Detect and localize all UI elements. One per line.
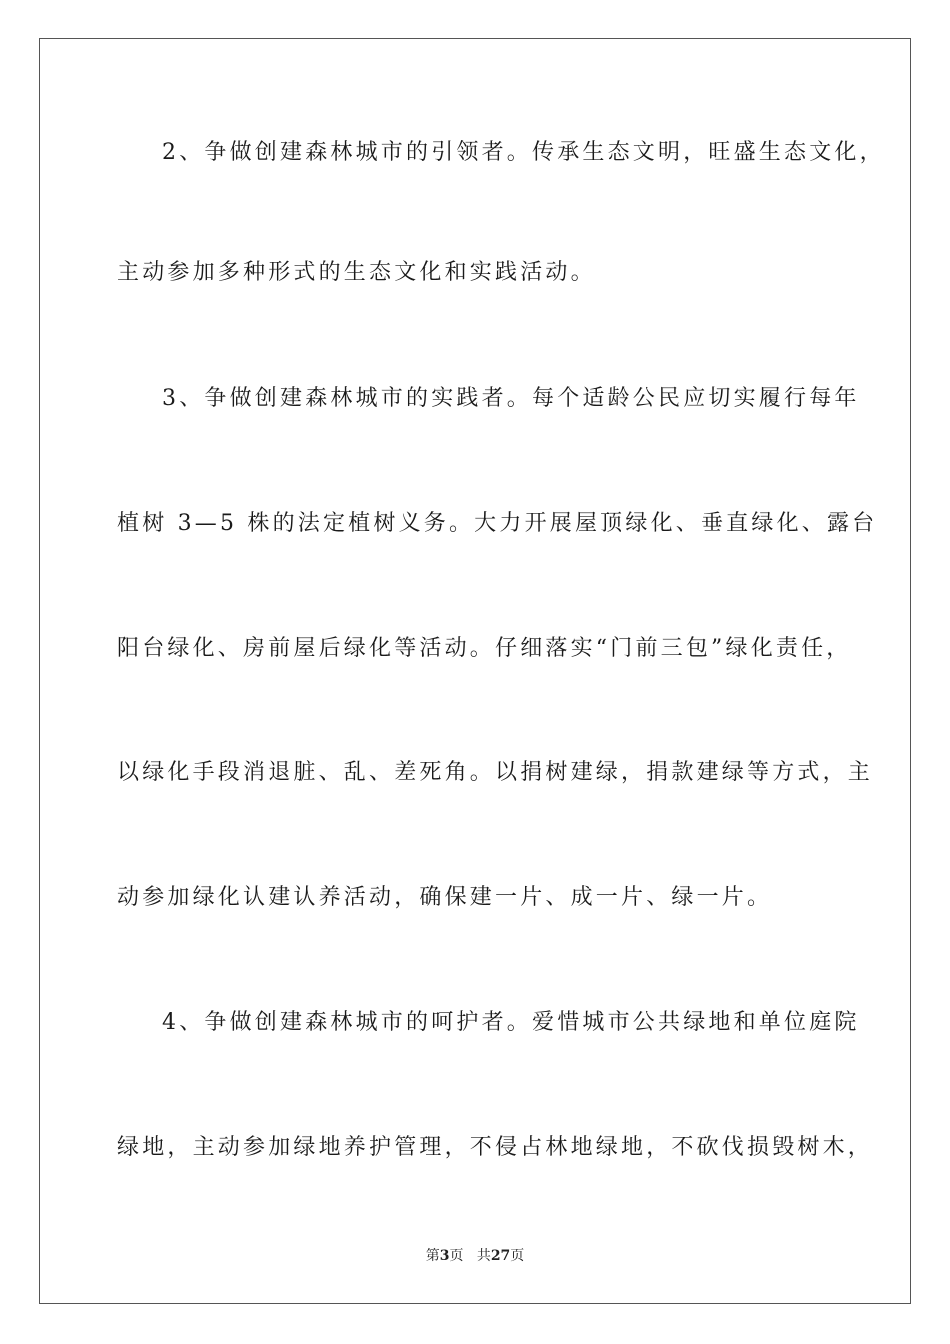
paragraph-3-line-3: 阳台绿化、房前屋后绿化等活动。仔细落实“门前三包”绿化责任， [117, 636, 852, 661]
page-border [39, 38, 911, 1304]
footer-page-prefix: 第 [425, 1248, 440, 1264]
paragraph-3-line-5: 动参加绿化认建认养活动，确保建一片、成一片、绿一片。 [117, 885, 773, 910]
footer-total-pages: 27 [490, 1248, 511, 1264]
paragraph-4-line-1: 4、争做创建森林城市的呵护者。爱惜城市公共绿地和单位庭院 [162, 1010, 860, 1035]
footer-page-suffix: 页 [449, 1248, 464, 1264]
paragraph-2-line-2: 主动参加多种形式的生态文化和实践活动。 [117, 260, 596, 285]
paragraph-2-line-1: 2、争做创建森林城市的引领者。传承生态文明，旺盛生态文化， [162, 140, 885, 165]
paragraph-3-line-1: 3、争做创建森林城市的实践者。每个适龄公民应切实履行每年 [162, 386, 860, 411]
paragraph-3-line-2: 植树 3—5 株的法定植树义务。大力开展屋顶绿化、垂直绿化、露台 [117, 511, 878, 536]
paragraph-3-line-4: 以绿化手段消退脏、乱、差死角。以捐树建绿，捐款建绿等方式，主 [117, 760, 874, 785]
footer-total-prefix: 共 [476, 1248, 491, 1264]
footer-page-number: 3 [439, 1248, 450, 1264]
paragraph-4-line-2: 绿地，主动参加绿地养护管理，不侵占林地绿地，不砍伐损毁树木， [117, 1135, 874, 1160]
page-footer [0, 1246, 950, 1266]
footer-total-suffix: 页 [510, 1248, 525, 1264]
